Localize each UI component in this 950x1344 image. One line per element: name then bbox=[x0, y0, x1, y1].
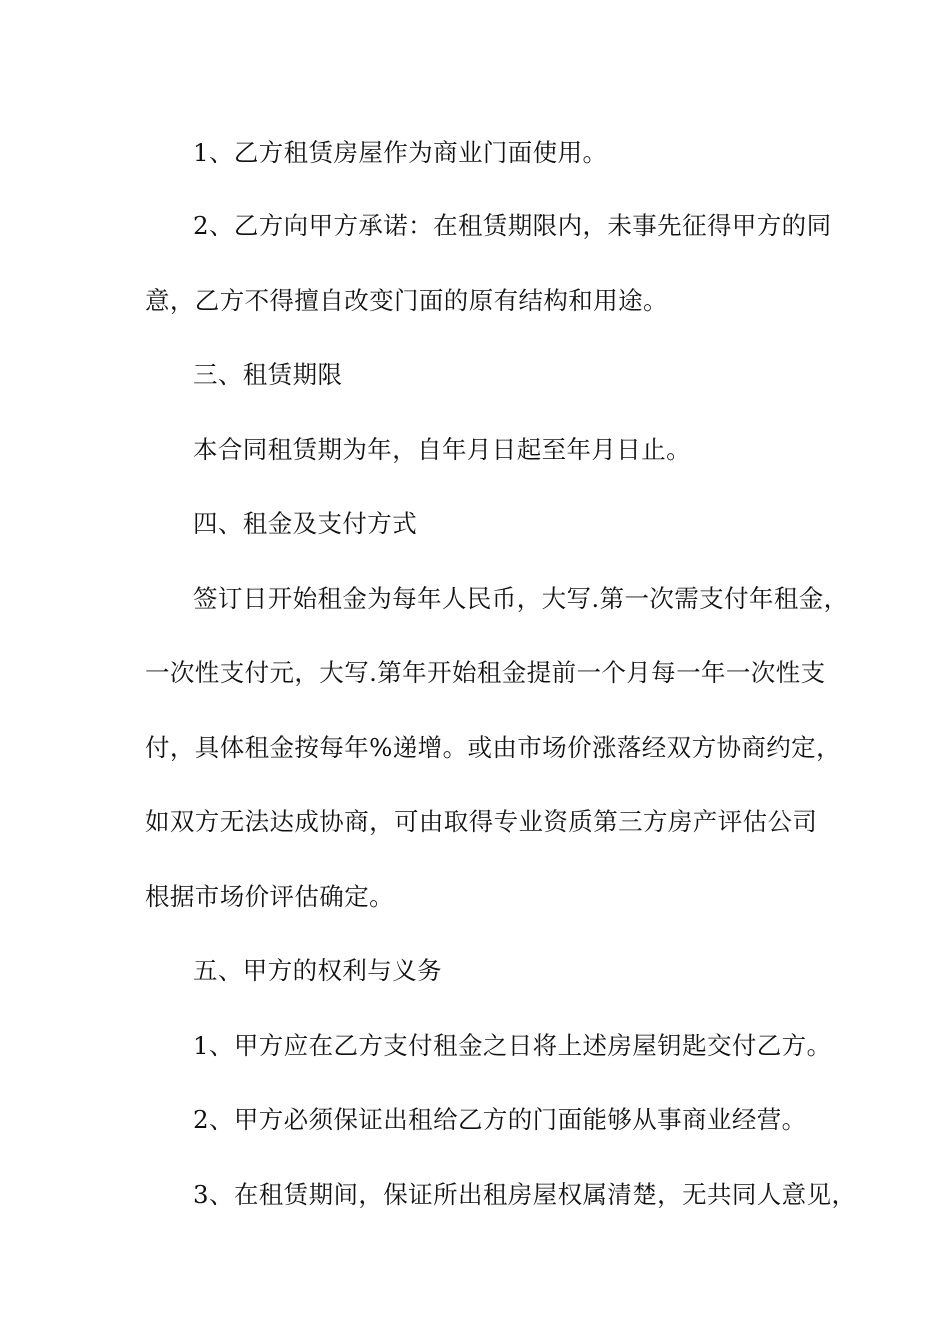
clause-rent-line-4: 如双方无法达成协商，可由取得专业资质第三方房产评估公司 bbox=[145, 807, 818, 836]
clause-rent-line-2: 一次性支付元，大写.第年开始租金提前一个月每一年一次性支 bbox=[145, 658, 826, 687]
clause-rent-line-5: 根据市场价评估确定。 bbox=[145, 882, 394, 911]
clause-promise-line-2: 意，乙方不得擅自改变门面的原有结构和用途。 bbox=[145, 286, 668, 315]
section-heading-rent-payment: 四、租金及支付方式 bbox=[193, 509, 418, 538]
section-heading-lease-term: 三、租赁期限 bbox=[193, 360, 343, 389]
clause-rent-line-1: 签订日开始租金为每年人民币，大写.第一次需支付年租金， bbox=[193, 584, 849, 613]
clause-usage-commercial: 1、乙方租赁房屋作为商业门面使用。 bbox=[193, 138, 608, 167]
clause-lessor-keys: 1、甲方应在乙方支付租金之日将上述房屋钥匙交付乙方。 bbox=[193, 1031, 832, 1060]
clause-promise-line-1: 2、乙方向甲方承诺：在租赁期限内，未事先征得甲方的同 bbox=[193, 211, 832, 240]
clause-lessor-business-use: 2、甲方必须保证出租给乙方的门面能够从事商业经营。 bbox=[193, 1105, 807, 1134]
section-heading-lessor-rights: 五、甲方的权利与义务 bbox=[193, 956, 442, 985]
clause-lessor-ownership: 3、在租赁期间，保证所出租房屋权属清楚，无共同人意见， bbox=[193, 1180, 857, 1209]
clause-lease-term: 本合同租赁期为年，自年月日起至年月日止。 bbox=[193, 435, 691, 464]
clause-rent-line-3: 付，具体租金按每年%递增。或由市场价涨落经双方协商约定， bbox=[145, 733, 841, 762]
